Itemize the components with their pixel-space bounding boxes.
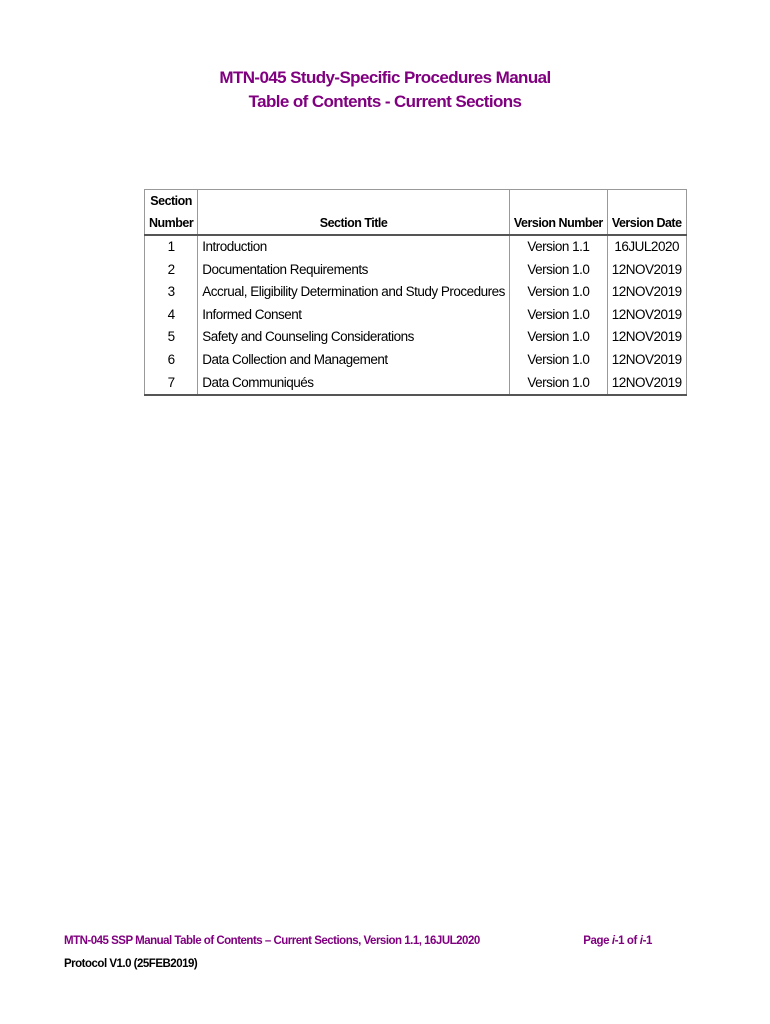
section-title: Safety and Counseling Considerations: [198, 326, 510, 349]
table-row: [145, 281, 687, 304]
toc-header-row: [145, 190, 687, 236]
table-row: [145, 304, 687, 327]
version-number: Version 1.0: [509, 372, 607, 396]
version-number: Version 1.0: [509, 304, 607, 327]
page-current: i: [611, 935, 615, 947]
page-middle: -1 of: [614, 935, 640, 947]
header-section-number: [145, 190, 198, 236]
section-number: 7: [145, 372, 198, 396]
page-prefix: Page: [583, 935, 612, 947]
section-number: 6: [145, 349, 198, 372]
section-title: Data Communiqués: [198, 372, 510, 396]
section-title: Accrual, Eligibility Determination and Study Procedures: [198, 281, 510, 304]
version-date: 12NOV2019: [607, 259, 686, 282]
header-number-line2: Number: [149, 216, 194, 230]
footer-document-label: MTN-045 SSP Manual Table of Contents – Current Sections, Version 1.1, 16JUL2020: [64, 935, 480, 947]
section-title: Documentation Requirements: [198, 259, 510, 282]
header-number-line1: Section: [150, 194, 192, 208]
section-number: 2: [145, 259, 198, 282]
section-number: 4: [145, 304, 198, 327]
table-row: [145, 235, 687, 259]
version-number: Version 1.0: [509, 326, 607, 349]
section-number: 5: [145, 326, 198, 349]
section-title: Informed Consent: [198, 304, 510, 327]
document-title: [0, 66, 770, 114]
header-version-number: Version Number: [509, 190, 607, 236]
version-date: 16JUL2020: [607, 235, 686, 259]
page-total: i: [639, 935, 643, 947]
footer-page-number: [583, 935, 652, 947]
table-row: [145, 349, 687, 372]
title-line-2: Table of Contents - Current Sections: [248, 92, 522, 111]
table-row: [145, 259, 687, 282]
version-date: 12NOV2019: [607, 304, 686, 327]
version-date: 12NOV2019: [607, 349, 686, 372]
header-section-title: Section Title: [198, 190, 510, 236]
version-number: Version 1.0: [509, 281, 607, 304]
table-row: [145, 326, 687, 349]
version-number: Version 1.0: [509, 349, 607, 372]
table-row: [145, 372, 687, 396]
version-number: Version 1.0: [509, 259, 607, 282]
page-suffix: -1: [642, 935, 652, 947]
toc-table: [144, 189, 687, 396]
version-date: 12NOV2019: [607, 326, 686, 349]
version-number: Version 1.1: [509, 235, 607, 259]
section-number: 3: [145, 281, 198, 304]
protocol-version: Protocol V1.0 (25FEB2019): [64, 958, 198, 970]
header-version-date: Version Date: [607, 190, 686, 236]
section-title: Introduction: [198, 235, 510, 259]
title-line-1: MTN-045 Study-Specific Procedures Manual: [219, 68, 551, 87]
section-title: Data Collection and Management: [198, 349, 510, 372]
section-number: 1: [145, 235, 198, 259]
version-date: 12NOV2019: [607, 281, 686, 304]
version-date: 12NOV2019: [607, 372, 686, 396]
